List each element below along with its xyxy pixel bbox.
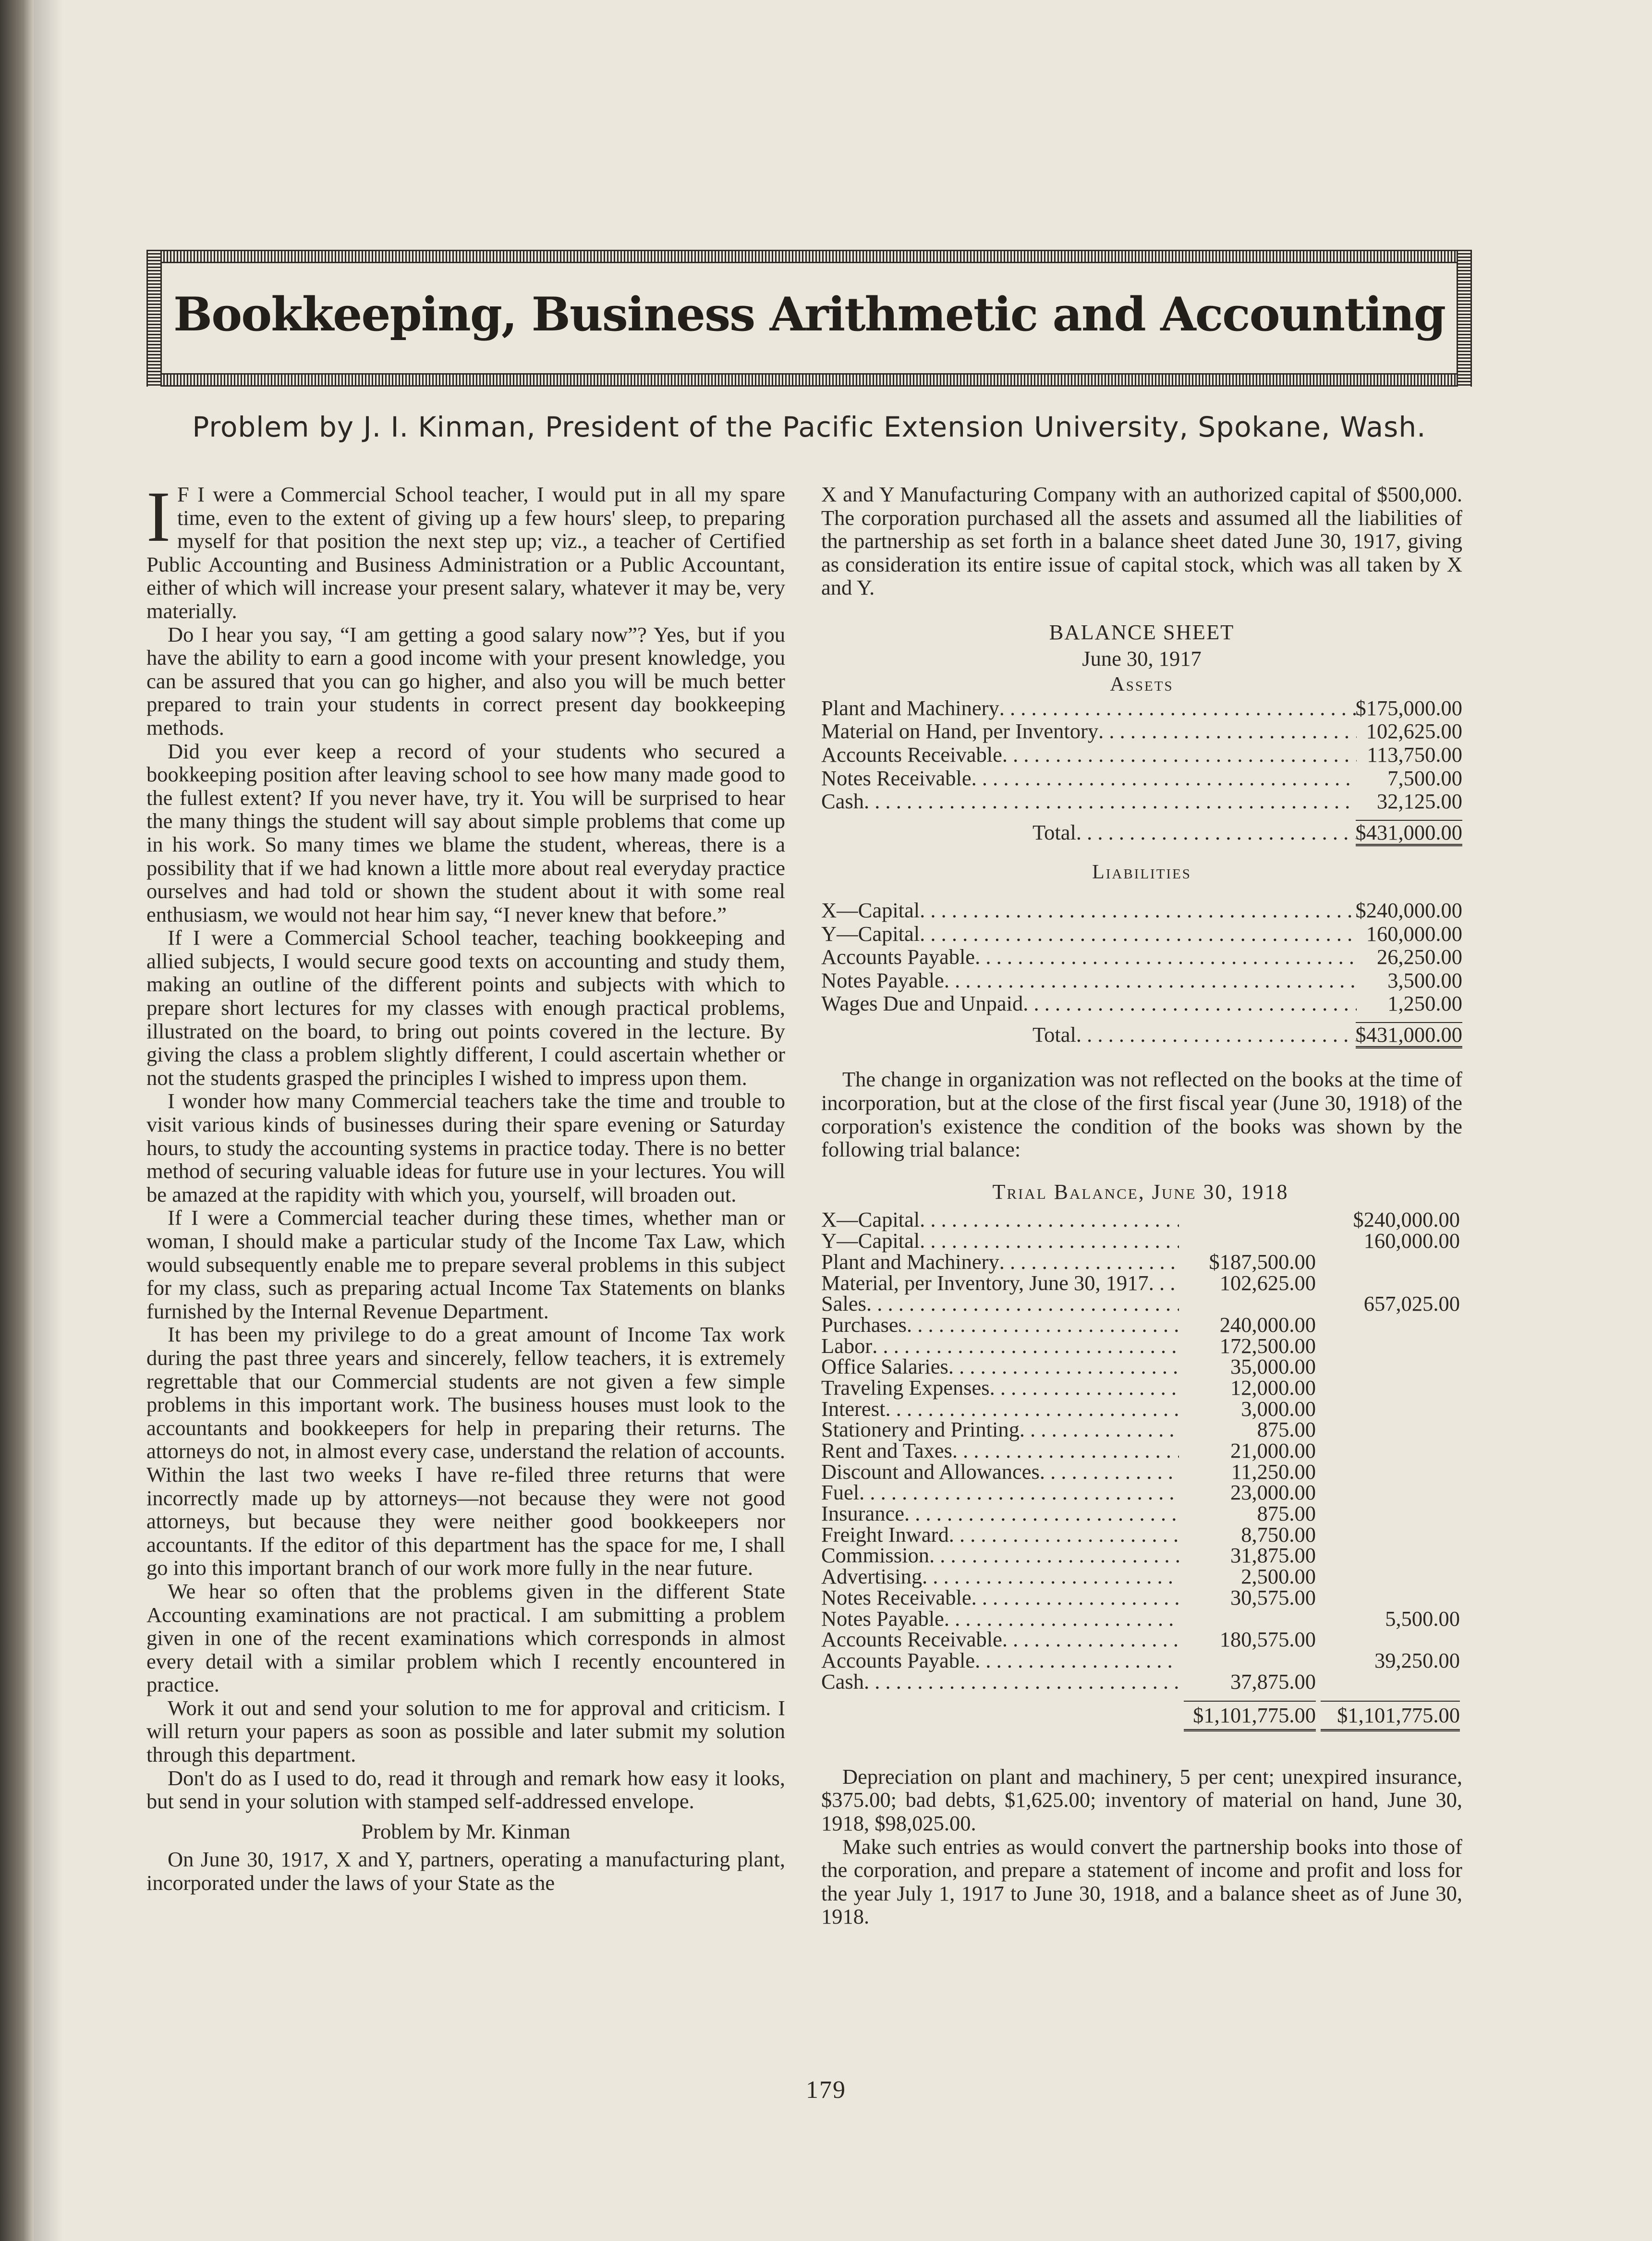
account-name: Discount and Allowances xyxy=(821,1459,1040,1484)
asset-row xyxy=(821,767,1462,790)
asset-row xyxy=(821,743,1462,767)
line-item-amount: 3,500.00 xyxy=(1387,968,1462,992)
debit-amount: 875.00 xyxy=(1257,1417,1316,1442)
account-name: Fuel xyxy=(821,1480,860,1505)
debit-amount: 30,575.00 xyxy=(1230,1585,1316,1609)
trial-balance-row xyxy=(821,1629,1460,1650)
debit-amount: 8,750.00 xyxy=(1241,1522,1316,1547)
paragraph: Did you ever keep a record of your students who secured a bookkeeping position after leaving school to see how many made good to the fullest extent? If you never have, try it. You will be surprised to hear the many things the student will say about simple problems that come up in his work. So many times we blame the student, whereas, there is a possibility that if we had known a little more about real everyday practice ourselves and had told or shown the student about it with some real enthusiasm, we would not hear him say, “I never knew that before.” xyxy=(146,739,785,926)
account-name: Freight Inward xyxy=(821,1522,949,1547)
header-stripe-top xyxy=(146,250,1472,263)
trial-balance-row xyxy=(821,1524,1460,1546)
account-name: Rent and Taxes xyxy=(821,1438,952,1462)
liabilities-total-row xyxy=(821,1022,1462,1049)
line-item-amount: $175,000.00 xyxy=(1355,695,1462,720)
assets-total: $431,000.00 xyxy=(1356,820,1463,847)
problem-heading: Problem by Mr. Kinman xyxy=(361,1819,571,1843)
book-spine xyxy=(0,0,34,2241)
credit-amount: 160,000.00 xyxy=(1363,1229,1460,1253)
paragraph: If I were a Commercial School teacher, teaching bookkeeping and allied subjects, I would secure good texts on accounting and study them, making an outline of the different points and subjects with which to prepare short lectures for my classes with enough practical problems, illustrated on the board, to bring out points covered in the lecture. By giving the class a problem slightly different, I could ascertain whether or not the students grasped the principles I wished to impress upon them. xyxy=(146,926,785,1090)
asset-row xyxy=(821,696,1462,720)
account-name: Commission xyxy=(821,1543,930,1568)
account-name: Sales xyxy=(821,1291,866,1316)
balance-sheet-date: June 30, 1917 xyxy=(1082,646,1202,670)
account-name: Plant and Machinery xyxy=(821,1249,999,1274)
line-item-label: Y—Capital xyxy=(821,921,920,946)
line-item-label: Cash xyxy=(821,789,864,814)
liability-row xyxy=(821,922,1462,946)
liability-row xyxy=(821,899,1462,922)
debit-amount: 3,000.00 xyxy=(1241,1396,1316,1421)
credit-amount: $240,000.00 xyxy=(1353,1207,1460,1232)
trial-balance-row xyxy=(821,1650,1460,1671)
debit-amount: 37,875.00 xyxy=(1230,1669,1316,1693)
debit-amount: 11,250.00 xyxy=(1231,1459,1316,1484)
trial-balance xyxy=(821,1181,1460,1731)
account-name: X—Capital xyxy=(821,1207,920,1232)
trial-balance-rows xyxy=(821,1209,1460,1692)
debit-amount: 2,500.00 xyxy=(1241,1564,1316,1589)
balance-sheet-title: BALANCE SHEET xyxy=(1049,620,1235,644)
paragraph: Make such entries as would convert the partnership books into those of the corporation, and prepare a statement of income and profit and loss for the year July 1, 1917 to June 30, 1918, and a balance sheet as of June 30, 1918. xyxy=(821,1834,1462,1929)
debit-amount: 172,500.00 xyxy=(1219,1333,1316,1358)
paragraph: The change in organization was not reflected on the books at the time of incorporation, but at the close of the first fiscal year (June 30, 1918) of the corporation's existence the condition of the books was shown by the following trial balance: xyxy=(821,1067,1462,1162)
page-number: 179 xyxy=(806,2076,846,2104)
trial-balance-total-credit: $1,101,775.00 xyxy=(1321,1701,1460,1731)
line-item-label: Material on Hand, per Inventory xyxy=(821,719,1099,743)
debit-amount: 35,000.00 xyxy=(1230,1354,1316,1379)
debit-amount: 31,875.00 xyxy=(1230,1543,1316,1568)
line-item-label: Accounts Receivable xyxy=(821,742,1002,767)
paragraph: On June 30, 1917, X and Y, partners, operating a manufacturing plant, incorporated under the laws of your State as the xyxy=(146,1847,785,1895)
trial-balance-row xyxy=(821,1419,1460,1440)
assets-heading: Assets xyxy=(1110,673,1174,696)
trial-balance-row xyxy=(821,1270,1460,1295)
article-subtitle: Problem by J. I. Kinman, President of the Pacific Extension University, Spokane, Wash. xyxy=(192,411,1426,443)
trial-balance-row xyxy=(821,1230,1460,1252)
debit-amount: 12,000.00 xyxy=(1230,1375,1316,1400)
paragraph: I F I were a Commercial School teacher, I would put in all my spare time, even to the extent of giving up a few hours' sleep, to preparing myself for that position the next step up; viz., a teacher of Certified Public Accounting and Business Administration or a Public Accountant, either of which will increase your present salary, whatever it may be, very materially. xyxy=(146,477,785,623)
account-name: Material, per Inventory, June 30, 1917 xyxy=(821,1270,1149,1295)
paragraph: Don't do as I used to do, read it through and remark how easy it looks, but send in your solution with stamped self-addressed envelope. xyxy=(146,1766,785,1814)
debit-amount: 180,575.00 xyxy=(1219,1627,1316,1652)
asset-row xyxy=(821,719,1462,743)
trial-balance-row xyxy=(821,1503,1460,1524)
trial-balance-total-debit: $1,101,775.00 xyxy=(1184,1701,1316,1731)
line-item-amount: 102,625.00 xyxy=(1366,719,1462,743)
section-title: Bookkeeping, Business Arithmetic and Accounting xyxy=(173,287,1445,341)
account-name: Insurance xyxy=(821,1501,904,1526)
paragraph: If I were a Commercial teacher during these times, whether man or woman, I should make a particular study of the Income Tax Law, which would subsequently enable me to prepare several problems in this subject for my class, such as preparing actual Income Tax Statements on blanks furnished by the Internal Revenue Department. xyxy=(146,1206,785,1323)
trial-balance-title: Trial Balance, June 30, 1918 xyxy=(992,1180,1289,1204)
line-item-label: Plant and Machinery xyxy=(821,695,999,720)
credit-amount: 657,025.00 xyxy=(1363,1291,1460,1316)
account-name: Accounts Receivable xyxy=(821,1627,1002,1652)
trial-balance-row xyxy=(821,1459,1460,1484)
credit-amount: 39,250.00 xyxy=(1374,1648,1460,1672)
page-gutter-shadow xyxy=(34,0,62,2241)
trial-balance-row xyxy=(821,1671,1460,1693)
trial-balance-row xyxy=(821,1482,1460,1503)
paragraph: Depreciation on plant and machinery, 5 per cent; unexpired insurance, $375.00; bad debts, $1,625.00; inventory of material on hand, June 30, 1918, $98,025.00. xyxy=(821,1764,1462,1836)
line-item-label: Accounts Payable xyxy=(821,945,975,969)
account-name: Notes Payable xyxy=(821,1606,944,1631)
account-name: Advertising xyxy=(821,1564,923,1589)
account-name: Labor xyxy=(821,1333,873,1358)
trial-balance-row xyxy=(821,1356,1460,1377)
account-name: Traveling Expenses xyxy=(821,1375,990,1400)
account-name: Purchases xyxy=(821,1312,907,1337)
line-item-label: X—Capital xyxy=(821,898,920,922)
debit-amount: 240,000.00 xyxy=(1219,1312,1316,1337)
paragraph: Do I hear you say, “I am getting a good salary now”? Yes, but if you have the ability to earn a good income with your present knowledge, you can be assured that you can go higher, and also you will be much better prepared to train your students in correct present day bookkeeping methods. xyxy=(146,622,785,740)
credit-amount: 5,500.00 xyxy=(1385,1606,1460,1631)
balance-sheet xyxy=(821,621,1462,1049)
trial-balance-row xyxy=(821,1209,1460,1230)
paragraph: It has been my privilege to do a great amount of Income Tax work during the past three years and sincerely, fellow teachers, it is extremely regrettable that our Commercial students are not given a few simple problems in this important work. The business houses must look to the accountants and bookkeepers for help in preparing their returns. The attorneys do not, in almost every case, understand the relation of accounts. Within the last two weeks I have re-filed three returns that were incorrectly made up by attorneys—not because they were not good attorneys, but because they were neither good bookkeepers nor accountants. If the editor of this department has the space for me, I shall go into this important branch of our work more fully in the near future. xyxy=(146,1322,785,1580)
drop-cap: I xyxy=(146,477,170,557)
debit-amount: 21,000.00 xyxy=(1230,1438,1316,1462)
trial-balance-row xyxy=(821,1566,1460,1587)
liability-row xyxy=(821,969,1462,992)
trial-balance-totals xyxy=(821,1701,1460,1731)
account-name: Cash xyxy=(821,1669,864,1693)
trial-balance-row xyxy=(821,1545,1460,1566)
liabilities-heading: Liabilities xyxy=(1092,861,1191,884)
account-name: Interest xyxy=(821,1396,886,1421)
paragraph: We hear so often that the problems given in the different State Accounting examinations are not practical. I am submitting a problem given in one of the recent examinations which corresponds in almost every detail with a similar problem which I recently encountered in practice. xyxy=(146,1579,785,1697)
debit-amount: 23,000.00 xyxy=(1230,1480,1316,1505)
header-stripe-bottom xyxy=(146,373,1472,387)
paragraph: X and Y Manufacturing Company with an authorized capital of $500,000. The corporation purchased all the assets and assumed all the liabilities of the partnership as set forth in a balance sheet dated June 30, 1917, giving as consideration its entire issue of capital stock, which was all taken by X and Y. xyxy=(821,482,1462,600)
trial-balance-row xyxy=(821,1440,1460,1462)
account-name: Notes Receivable xyxy=(821,1585,972,1609)
liabilities-list xyxy=(821,899,1462,1015)
trial-balance-row xyxy=(821,1333,1460,1358)
total-label: Total xyxy=(1032,1022,1076,1047)
line-item-amount: 1,250.00 xyxy=(1387,991,1462,1016)
line-item-label: Notes Receivable xyxy=(821,766,972,790)
total-label: Total xyxy=(1032,820,1076,844)
account-name: Y—Capital xyxy=(821,1229,920,1253)
line-item-amount: 113,750.00 xyxy=(1367,742,1462,767)
line-item-amount: 160,000.00 xyxy=(1366,921,1462,946)
debit-amount: 102,625.00 xyxy=(1219,1270,1316,1295)
right-column xyxy=(821,483,1462,1928)
account-name: Accounts Payable xyxy=(821,1648,975,1672)
trial-balance-row xyxy=(821,1249,1460,1274)
debit-amount: $187,500.00 xyxy=(1209,1249,1316,1274)
liability-row xyxy=(821,992,1462,1015)
liabilities-total: $431,000.00 xyxy=(1356,1022,1463,1049)
debit-amount: 875.00 xyxy=(1257,1501,1316,1526)
account-name: Office Salaries xyxy=(821,1354,948,1379)
asset-row xyxy=(821,790,1462,813)
assets-total-row xyxy=(821,820,1462,847)
account-name: Stationery and Printing xyxy=(821,1417,1020,1442)
trial-balance-row xyxy=(821,1377,1460,1399)
trial-balance-row xyxy=(821,1608,1460,1630)
trial-balance-row xyxy=(821,1587,1460,1608)
line-item-amount: 32,125.00 xyxy=(1377,789,1462,814)
assets-list xyxy=(821,696,1462,813)
line-item-label: Notes Payable xyxy=(821,968,944,992)
paragraph: Work it out and send your solution to me for approval and criticism. I will return your papers as soon as possible and later submit my solution through this department. xyxy=(146,1695,785,1767)
line-item-amount: 26,250.00 xyxy=(1377,945,1462,969)
trial-balance-row xyxy=(821,1396,1460,1421)
trial-balance-row xyxy=(821,1293,1460,1315)
left-column xyxy=(146,477,785,1895)
header-band xyxy=(146,250,1472,387)
line-item-amount: $240,000.00 xyxy=(1355,898,1462,922)
trial-balance-row xyxy=(821,1312,1460,1337)
line-item-amount: 7,500.00 xyxy=(1387,766,1462,790)
paragraph: I wonder how many Commercial teachers take the time and trouble to visit various kinds of businesses during their spare evening or Saturday hours, to study the accounting systems in practice today. There is no better method of securing valuable ideas for future use in your lectures. You will be amazed at the rapidity with which you, yourself, will broaden out. xyxy=(146,1089,785,1206)
line-item-label: Wages Due and Unpaid xyxy=(821,991,1023,1016)
liability-row xyxy=(821,945,1462,969)
